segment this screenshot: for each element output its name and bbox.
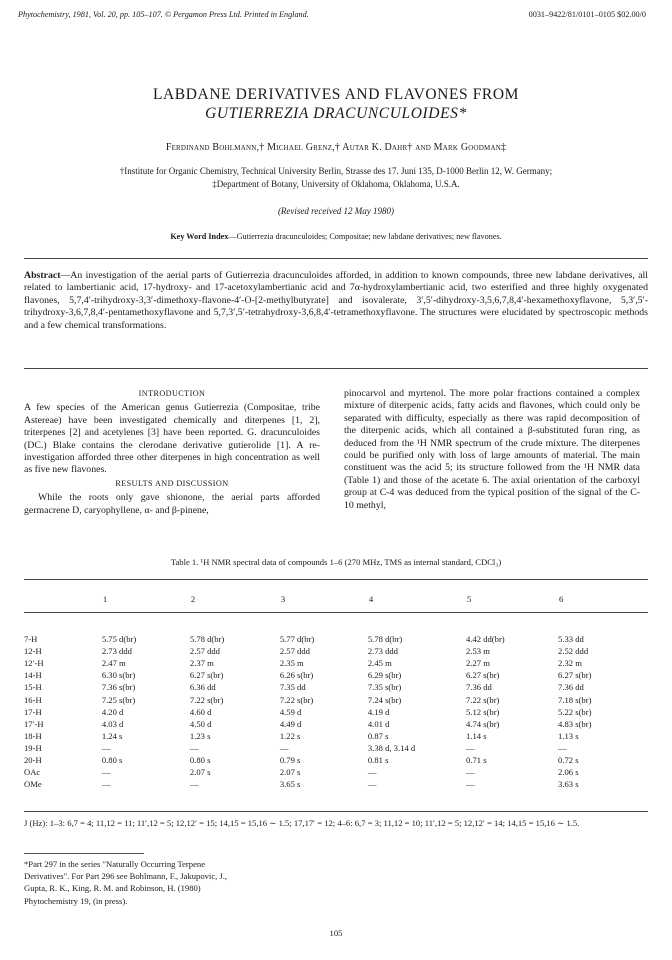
shift-cell: 2.06 s	[558, 767, 579, 778]
table-header-row	[24, 585, 648, 625]
shift-cell: —	[189, 779, 199, 790]
shift-cell: —	[367, 779, 377, 790]
shift-cell: 5.75 d(br)	[101, 634, 137, 645]
shift-cell: 7.35 s(br)	[367, 682, 402, 693]
table-row	[24, 778, 648, 790]
proton-label: 18-H	[24, 730, 42, 741]
abstract-text: —An investigation of the aerial parts of Gutierrezia dracunculoides afforded, in addition to known compounds, three new labdane derivatives, all related to lambertianic acid, 17-hydroxy- and 17-acetoxylambertianic acid and 7α-hydroxylambertianic acid, two esterified and three highly oxygenated flavones, 5,7,4′-trihydroxy-3,3′-dimethoxy-flavone-4′-O-[2-methylbutyrate] and isovalerate, 3′,5′-dihydroxy-3,5,6,7,8,4′-hexamethoxyflavone, 5,3′,5′-trihydroxy-3,6,7,8,4′-pentamethoxyflavone and 5,7,3′,5′-tetrahydroxy-3,6,8,4′-tetramethoxyflavone. The structures were elucidated by spectroscopic methods and a few chemical transformations.	[24, 270, 648, 331]
issn-header: 0031–9422/81/0101–0105 $02.00/0	[528, 10, 646, 19]
shift-cell: 2.73 ddd	[367, 646, 398, 657]
title-line-1: LABDANE DERIVATIVES AND FLAVONES FROM	[152, 86, 520, 103]
keywords	[0, 232, 672, 241]
proton-label: 15-H	[24, 682, 42, 693]
shift-cell: 1.22 s	[279, 730, 301, 741]
column-header: 5	[467, 594, 472, 604]
shift-cell: 6.27 s(br)	[558, 670, 592, 681]
introduction-text: A few species of the American genus Gutierrezia (Compositae, tribe Astereae) have been investigated chemically and diterpenes [1, 2], triterpenes [2] and acetylenes [3] have been reported. G. dracunculoides (DC.) Blake contains the clerodane derivative gutierolide [1]. A re-investigation afforded three other diterpenes in high concentration as well as five new flavones.	[24, 402, 320, 476]
results-text: While the roots only gave shionone, the aerial parts afforded germacrene D, caryophyllene, α- and β-pinene,	[24, 492, 320, 516]
shift-cell: 2.73 ddd	[101, 646, 132, 657]
shift-cell: 5.78 d(br)	[367, 634, 403, 645]
shift-cell: 0.80 s	[101, 754, 123, 765]
shift-cell: 6.27 s(br)	[189, 670, 224, 681]
table-row	[24, 693, 648, 705]
shift-cell: 7.36 dd	[558, 682, 584, 693]
shift-cell: 7.22 s(br)	[189, 694, 224, 705]
shift-cell: 5.22 s(br)	[558, 706, 592, 717]
shift-cell: 3.38 d, 3.14 d	[367, 742, 416, 753]
shift-cell: 4.20 d	[101, 706, 124, 717]
shift-cell: 3.65 s	[279, 779, 301, 790]
table-row	[24, 718, 648, 730]
table-row	[24, 706, 648, 718]
authors: Ferdinand Bohlmann,† Michael Grenz,† Autar K. Dahr† and Mark Goodman‡	[165, 142, 507, 153]
affiliation-1: †Institute for Organic Chemistry, Technical University Berlin, Strasse des 17. Juni 135, D-1000 Berlin 12, W. Germany;	[119, 166, 553, 176]
shift-cell: 1.14 s	[466, 730, 487, 741]
shift-cell: 2.27 m	[466, 658, 490, 669]
shift-cell: 1.23 s	[189, 730, 211, 741]
shift-cell: —	[101, 742, 111, 753]
shift-cell: 4.49 d	[279, 718, 302, 729]
shift-cell: —	[466, 742, 475, 753]
shift-cell: 0.72 s	[558, 754, 579, 765]
column-header: 4	[368, 594, 374, 604]
proton-label: 12′-H	[24, 658, 44, 669]
shift-cell: 4.60 d	[189, 706, 212, 717]
shift-cell: —	[466, 779, 475, 790]
proton-label: 12-H	[24, 646, 42, 657]
shift-cell: 4.59 d	[279, 706, 302, 717]
page-number: 105	[329, 928, 343, 938]
column-header: 6	[559, 594, 564, 604]
shift-cell: 6.36 dd	[189, 682, 216, 693]
table-row	[24, 625, 648, 645]
abstract-label: Abstract	[24, 270, 61, 281]
shift-cell: 2.45 m	[367, 658, 392, 669]
table-rule-bottom	[24, 811, 648, 812]
shift-cell: 0.87 s	[367, 730, 389, 741]
table-caption: Table 1. ¹H NMR spectral data of compounds 1–6 (270 MHz, TMS as internal standard, CDCl₃)	[170, 557, 502, 567]
rule-top	[24, 258, 648, 259]
shift-cell: 2.57 ddd	[279, 646, 310, 657]
shift-cell: 5.77 d(br)	[279, 634, 315, 645]
revised-date: (Revised received 12 May 1980)	[277, 206, 395, 216]
nmr-table	[24, 585, 648, 790]
shift-cell: 2.07 s	[279, 767, 301, 778]
coupling-constants-note: J (Hz): 1–3: 6,7 = 4; 11,12 = 11; 11′,12 = 5; 12,12′ = 15; 14,15 = 15,16 ∼ 1.5; 17,17′ = 12; 4–6: 6,7 = 3; 11,12 = 10; 11′,12 = 5; 12,12′ = 14; 14,15 = 15,16 ∼ 1.5.	[24, 818, 580, 828]
shift-cell: 0.81 s	[367, 754, 389, 765]
shift-cell: 5.78 d(br)	[189, 634, 225, 645]
table-rule-top	[24, 579, 648, 580]
shift-cell: 4.50 d	[189, 718, 212, 729]
shift-cell: 0.79 s	[279, 754, 301, 765]
shift-cell: 4.74 s(br)	[466, 718, 500, 729]
shift-cell: 1.13 s	[558, 730, 579, 741]
shift-cell: 1.24 s	[101, 730, 123, 741]
table-row	[24, 754, 648, 766]
journal-header: Phytochemistry, 1981, Vol. 20, pp. 105–107. © Pergamon Press Ltd. Printed in England.	[18, 10, 309, 19]
left-column	[24, 388, 320, 517]
right-column	[344, 388, 640, 512]
proton-label: 17′-H	[24, 718, 44, 729]
shift-cell: 7.35 dd	[279, 682, 306, 693]
right-column-text: pinocarvol and myrtenol. The more polar fractions contained a complex mixture of diterpenic acids, fatty acids and flavones, which could only be separated with difficulty, especially as there was rapid decomposition of the diterpenic acids, which all contained a β-substituted furan ring, as deduced from the ¹H NMR spectrum of the crude mixture. The diterpenes could be purified only with loss of large amounts of material. The main constituent was the acid 5; its structure followed from the ¹H NMR data (Table 1) and those of the acetate 6. The axial orientation of the carboxyl group at C-4 was deduced from the typical position of the signal of the C-10 methyl,	[344, 388, 640, 511]
shift-cell: 2.37 m	[189, 658, 214, 669]
shift-cell: —	[189, 742, 199, 753]
shift-cell: 7.36 s(br)	[101, 682, 136, 693]
table-row	[24, 730, 648, 742]
shift-cell: 6.30 s(br)	[101, 670, 136, 681]
shift-cell: 2.35 m	[279, 658, 304, 669]
proton-label: 19-H	[24, 742, 42, 753]
shift-cell: 7.24 s(br)	[367, 694, 402, 705]
shift-cell: 6.29 s(br)	[367, 670, 402, 681]
shift-cell: 5.33 dd	[558, 634, 584, 645]
footnote: *Part 297 in the series "Naturally Occurring Terpene Derivatives". For Part 296 see Bohlmann, F., Jakupovic, J., Gupta, R. K., King, R. M. and Robinson, H. (1980) Phytochemistry 19, (in press).	[24, 859, 228, 906]
table-row	[24, 645, 648, 657]
abstract	[24, 270, 648, 332]
shift-cell: 0.80 s	[189, 754, 211, 765]
column-header: 3	[280, 594, 286, 604]
shift-cell: 7.22 s(br)	[466, 694, 500, 705]
proton-label: 17-H	[24, 706, 42, 717]
column-header: 1	[102, 594, 108, 604]
shift-cell: 0.71 s	[466, 754, 487, 765]
shift-cell: 2.57 ddd	[189, 646, 220, 657]
shift-cell: 2.07 s	[189, 767, 211, 778]
shift-cell: 5.12 s(br)	[466, 706, 500, 717]
proton-label: OAc	[24, 767, 41, 778]
proton-label: 20-H	[24, 754, 42, 765]
shift-cell: 3.63 s	[558, 779, 579, 790]
proton-label: 14-H	[24, 670, 42, 681]
shift-cell: —	[101, 767, 111, 778]
shift-cell: 2.32 m	[558, 658, 582, 669]
shift-cell: 7.18 s(br)	[558, 694, 592, 705]
shift-cell: —	[558, 742, 567, 753]
shift-cell: 4.42 dd(br)	[466, 634, 505, 645]
rule-abstract-bottom	[24, 368, 648, 369]
shift-cell: —	[279, 742, 289, 753]
title-line-2: GUTIERREZIA DRACUNCULOIDES*	[205, 105, 467, 122]
shift-cell: 2.47 m	[101, 658, 126, 669]
introduction-heading: INTRODUCTION	[138, 389, 206, 398]
shift-cell: —	[367, 767, 377, 778]
proton-label: 16-H	[24, 694, 42, 705]
results-heading: RESULTS AND DISCUSSION	[115, 478, 229, 488]
shift-cell: 4.19 d	[367, 706, 390, 717]
column-header: 2	[190, 594, 196, 604]
table-row	[24, 657, 648, 669]
affiliation-2: ‡Department of Botany, University of Oklahoma, Oklahoma, U.S.A.	[212, 179, 460, 189]
shift-cell: 2.52 ddd	[558, 646, 589, 657]
table-row	[24, 669, 648, 681]
shift-cell: 7.36 dd	[466, 682, 492, 693]
column-header	[24, 585, 102, 625]
footnote-rule	[24, 853, 144, 854]
proton-label: 7-H	[24, 634, 38, 645]
shift-cell: 4.03 d	[101, 718, 124, 729]
table-row	[24, 742, 648, 754]
table-row	[24, 766, 648, 778]
keywords-text: —Gutierrezia dracunculoides; Compositae; new labdane derivatives; new flavones.	[228, 232, 502, 241]
shift-cell: 4.83 s(br)	[558, 718, 592, 729]
shift-cell: 6.27 s(br)	[466, 670, 500, 681]
keywords-label: Key Word Index	[170, 232, 229, 241]
shift-cell: —	[101, 779, 111, 790]
proton-label: OMe	[24, 779, 42, 790]
shift-cell: 6.26 s(br)	[279, 670, 314, 681]
shift-cell: —	[466, 767, 475, 778]
table-row	[24, 681, 648, 693]
shift-cell: 7.25 s(br)	[101, 694, 136, 705]
shift-cell: 7.22 s(br)	[279, 694, 314, 705]
shift-cell: 2.53 m	[466, 646, 490, 657]
shift-cell: 4.01 d	[367, 718, 390, 729]
